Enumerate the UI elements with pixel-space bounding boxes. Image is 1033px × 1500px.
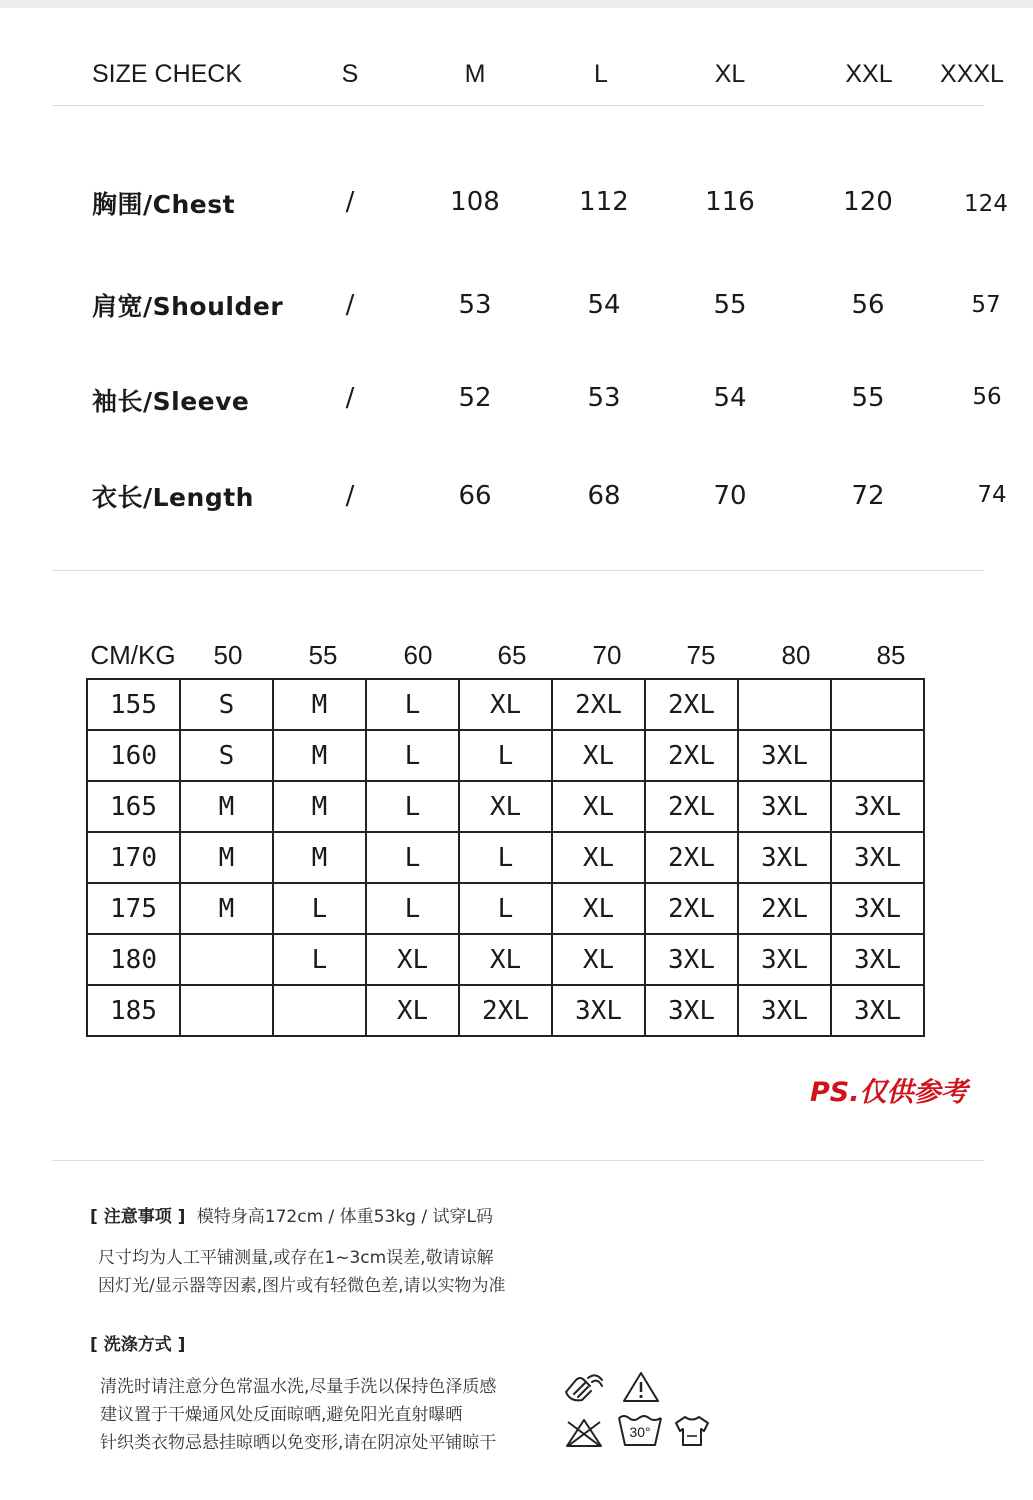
table-row: [87, 985, 924, 1036]
sleeve-l: 53: [587, 383, 621, 413]
size-cell: M: [273, 781, 366, 832]
size-cell: L: [366, 679, 459, 730]
sleeve-s: /: [345, 383, 355, 413]
shoulder-l: 54: [587, 290, 621, 320]
washing-heading: [ 洗涤方式 ]: [90, 1335, 186, 1355]
size-cell: 2XL: [459, 985, 552, 1036]
size-cell: S: [180, 679, 273, 730]
size-cell: L: [366, 883, 459, 934]
size-cell: XL: [459, 934, 552, 985]
size-cell: L: [459, 730, 552, 781]
chest-xxxl: 124: [964, 191, 1008, 217]
size-cell: 2XL: [645, 679, 738, 730]
shoulder-s: /: [345, 290, 355, 320]
size-cell: XL: [366, 934, 459, 985]
washing-line: 针织类衣物忌悬挂晾晒以免变形,请在阴凉处平铺晾干: [100, 1433, 497, 1453]
size-header-m: M: [464, 60, 486, 88]
length-xxl: 72: [851, 481, 885, 511]
height-cell: 175: [87, 883, 180, 934]
size-cell: 3XL: [831, 985, 924, 1036]
length-l: 68: [587, 481, 621, 511]
height-cell: 170: [87, 832, 180, 883]
size-cell: 3XL: [831, 832, 924, 883]
shoulder-xxl: 56: [851, 290, 885, 320]
note-line: 尺寸均为人工平铺测量,或存在1~3cm误差,敬请谅解: [98, 1248, 494, 1268]
size-cell: L: [273, 883, 366, 934]
size-cell: M: [180, 883, 273, 934]
table-row: [87, 730, 924, 781]
size-cell: XL: [366, 985, 459, 1036]
size-cell: 3XL: [738, 781, 831, 832]
weight-header: 65: [497, 640, 527, 670]
weight-header: 80: [781, 640, 811, 670]
size-header-s: S: [341, 60, 359, 88]
size-cell: M: [180, 832, 273, 883]
size-cell: S: [180, 730, 273, 781]
size-cell: [831, 730, 924, 781]
size-cell: 2XL: [645, 730, 738, 781]
washing-line: 建议置于干燥通风处反面晾晒,避免阳光直射曝晒: [100, 1405, 463, 1425]
size-check-title: SIZE CHECK: [92, 60, 243, 88]
size-cell: [738, 679, 831, 730]
sleeve-xl: 54: [713, 383, 747, 413]
shoulder-xl: 55: [713, 290, 747, 320]
size-header-xl: XL: [714, 60, 746, 88]
row-label-shoulder: 肩宽/Shoulder: [92, 292, 284, 321]
chest-s: /: [345, 187, 355, 217]
shirt-icon: [672, 1414, 712, 1448]
size-cell: L: [273, 934, 366, 985]
length-s: /: [345, 481, 355, 511]
size-cell: XL: [459, 781, 552, 832]
table-row: [87, 934, 924, 985]
divider: [52, 105, 984, 106]
size-cell: XL: [552, 934, 645, 985]
warning-icon: [622, 1370, 660, 1404]
size-cell: [180, 934, 273, 985]
size-cell: L: [459, 883, 552, 934]
size-cell: 3XL: [738, 985, 831, 1036]
notes-heading: [ 注意事项 ]: [90, 1207, 186, 1227]
size-cell: L: [459, 832, 552, 883]
weight-header: 60: [403, 640, 433, 670]
wash-temperature: 30°: [629, 1424, 651, 1440]
height-cell: 180: [87, 934, 180, 985]
size-cell: XL: [552, 832, 645, 883]
chest-xl: 116: [705, 187, 755, 217]
weight-header: 75: [686, 640, 716, 670]
model-info: 模特身高172cm / 体重53kg / 试穿L码: [196, 1207, 493, 1227]
length-xl: 70: [713, 481, 747, 511]
weight-header: 85: [876, 640, 906, 670]
size-cell: 2XL: [738, 883, 831, 934]
chest-m: 108: [450, 187, 500, 217]
chest-l: 112: [579, 187, 629, 217]
size-cell: XL: [552, 730, 645, 781]
size-cell: 2XL: [552, 679, 645, 730]
table-row: [87, 781, 924, 832]
size-cell: 3XL: [738, 730, 831, 781]
size-cell: 3XL: [645, 934, 738, 985]
row-label-chest: 胸围/Chest: [92, 190, 236, 219]
weight-header: 70: [592, 640, 622, 670]
size-cell: 2XL: [645, 883, 738, 934]
size-cell: 3XL: [645, 985, 738, 1036]
size-cell: 2XL: [645, 781, 738, 832]
height-cell: 165: [87, 781, 180, 832]
size-cell: L: [366, 730, 459, 781]
size-cell: L: [366, 832, 459, 883]
height-cell: 155: [87, 679, 180, 730]
divider: [52, 1160, 984, 1161]
row-label-length: 衣长/Length: [92, 483, 254, 512]
table-row: [87, 832, 924, 883]
reference-only-note: PS.仅供参考: [810, 1077, 968, 1108]
table-row: [87, 679, 924, 730]
wash-30-icon: [616, 1412, 664, 1448]
table-row: [87, 883, 924, 934]
height-cell: 185: [87, 985, 180, 1036]
height-cell: 160: [87, 730, 180, 781]
size-cell: M: [180, 781, 273, 832]
size-cell: 2XL: [645, 832, 738, 883]
washing-line: 清洗时请注意分色常温水洗,尽量手洗以保持色泽质感: [100, 1377, 497, 1397]
size-cell: 3XL: [738, 934, 831, 985]
sleeve-xxxl: 56: [972, 384, 1002, 410]
size-cell: L: [366, 781, 459, 832]
size-cell: XL: [552, 883, 645, 934]
corner-label: CM/KG: [90, 640, 176, 670]
shoulder-m: 53: [458, 290, 492, 320]
size-header-xxxl: XXXL: [940, 60, 1004, 88]
size-header-xxl: XXL: [845, 60, 893, 88]
note-line: 因灯光/显示器等因素,图片或有轻微色差,请以实物为准: [98, 1276, 506, 1296]
size-cell: 3XL: [831, 883, 924, 934]
size-header-l: L: [594, 60, 608, 88]
length-xxxl: 74: [977, 482, 1007, 508]
divider: [52, 570, 984, 571]
size-cell: [273, 985, 366, 1036]
size-cell: XL: [552, 781, 645, 832]
no-bleach-icon: [564, 1416, 604, 1450]
top-edge: [0, 0, 1033, 8]
size-cell: 3XL: [831, 934, 924, 985]
weight-header: 55: [308, 640, 338, 670]
length-m: 66: [458, 481, 492, 511]
size-cell: [831, 679, 924, 730]
sleeve-m: 52: [458, 383, 492, 413]
row-label-sleeve: 袖长/Sleeve: [92, 387, 250, 416]
size-cell: M: [273, 679, 366, 730]
size-cell: 3XL: [831, 781, 924, 832]
size-cell: XL: [459, 679, 552, 730]
sleeve-xxl: 55: [851, 383, 885, 413]
shoulder-xxxl: 57: [971, 292, 1001, 318]
weight-header: 50: [213, 640, 243, 670]
size-cell: M: [273, 730, 366, 781]
size-cell: 3XL: [552, 985, 645, 1036]
size-cell: 3XL: [738, 832, 831, 883]
size-cell: M: [273, 832, 366, 883]
chest-xxl: 120: [843, 187, 893, 217]
size-recommendation-grid: [86, 678, 925, 1037]
size-cell: [180, 985, 273, 1036]
hand-wash-icon: [562, 1368, 606, 1404]
